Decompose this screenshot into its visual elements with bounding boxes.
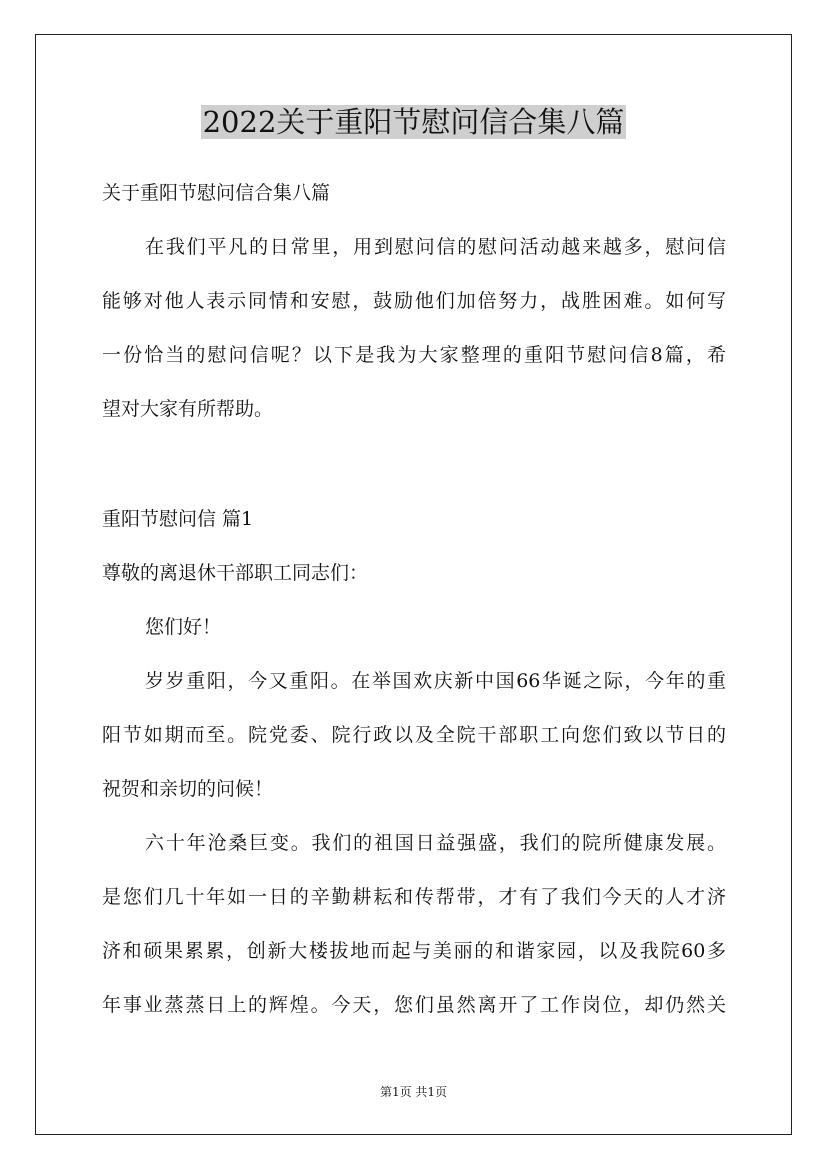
paragraph-2-line-4: 年事业蒸蒸日上的辉煌。今天，您们虽然离开了工作岗位，却仍然关 <box>102 994 726 1016</box>
greeting: 您们好！ <box>145 616 222 638</box>
salutation: 尊敬的离退休干部职工同志们： <box>102 562 369 584</box>
paragraph-1-line-2: 阳节如期而至。院党委、院行政以及全院干部职工向您们致以节日的 <box>102 724 726 746</box>
document-title <box>0 100 827 144</box>
paragraph-2-line-1: 六十年沧桑巨变。我们的祖国日益强盛，我们的院所健康发展。 <box>145 832 726 854</box>
intro-line-1: 在我们平凡的日常里，用到慰问信的慰问活动越来越多，慰问信 <box>145 236 726 258</box>
page-footer: 第1页 共1页 <box>379 1085 448 1099</box>
document-title-text: 2022关于重阳节慰问信合集八篇 <box>202 105 625 139</box>
paragraph-2-line-3: 济和硕果累累，创新大楼拔地而起与美丽的和谐家园，以及我院60多 <box>102 940 726 962</box>
paragraph-2-line-2: 是您们几十年如一日的辛勤耕耘和传帮带，才有了我们今天的人才济 <box>102 886 726 908</box>
intro-line-3: 一份恰当的慰问信呢？以下是我为大家整理的重阳节慰问信8篇，希 <box>102 344 726 366</box>
section-heading: 重阳节慰问信 篇1 <box>102 508 254 530</box>
intro-line-4: 望对大家有所帮助。 <box>102 398 274 420</box>
paragraph-1-line-1: 岁岁重阳，今又重阳。在举国欢庆新中国66华诞之际，今年的重 <box>145 670 726 692</box>
paragraph-1-line-3: 祝贺和亲切的问候！ <box>102 778 274 800</box>
document-subtitle: 关于重阳节慰问信合集八篇 <box>102 182 331 204</box>
intro-line-2: 能够对他人表示同情和安慰，鼓励他们加倍努力，战胜困难。如何写 <box>102 290 726 312</box>
